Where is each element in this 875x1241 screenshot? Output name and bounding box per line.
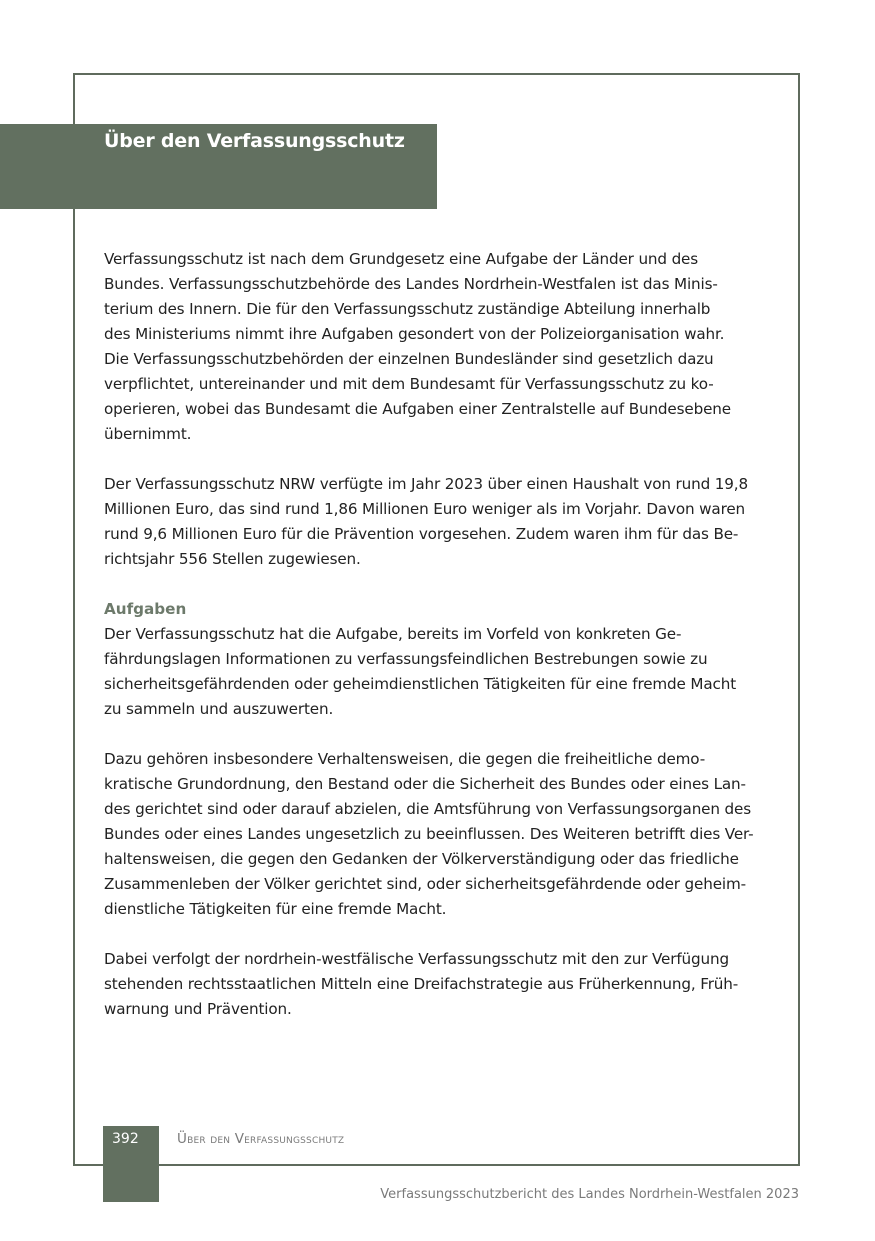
paragraph-aufgaben-1: Der Verfassungsschutz hat die Aufgabe, bereits im Vorfeld von konkreten Ge- fährdungslagen Informationen zu verfassungsfeindlichen Bestrebungen sowie zu sicherheitsgefährdenden oder geheimdienstlichen Tätigkeiten für eine fremde Macht zu sammeln und auszuwerten. [104, 625, 736, 718]
page-title: Über den Verfassungsschutz [104, 130, 405, 152]
running-head: Über den Verfassungsschutz [177, 1131, 345, 1147]
paragraph-intro-1: Verfassungsschutz ist nach dem Grundgesetz eine Aufgabe der Länder und des Bundes. Verfassungsschutzbehörde des Landes Nordrhein-Westfalen ist das Minis- terium des Innern. Die für den Verfassungsschutz zuständige Abteilung innerhalb des Ministeriums nimmt ihre Aufgaben gesondert von der Polizeiorganisation wahr. Die Verfassungsschutzbehörden der einzelnen Bundesländer sind gesetzlich dazu verpflichtet, untereinander und mit dem Bundesamt für Verfassungsschutz zu ko- operieren, wobei das Bundesamt die Aufgaben einer Zentralstelle auf Bundesebene übernimmt. [104, 250, 731, 443]
main-content [104, 247, 776, 1047]
paragraph-budget: Der Verfassungsschutz NRW verfügte im Jahr 2023 über einen Haushalt von rund 19,8 Millionen Euro, das sind rund 1,86 Millionen Euro weniger als im Vorjahr. Davon waren rund 9,6 Millionen Euro für die Prävention vorgesehen. Zudem waren ihm für das Be- richtsjahr 556 Stellen zugewiesen. [104, 475, 748, 568]
paragraph-aufgaben-3: Dabei verfolgt der nordrhein-westfälische Verfassungsschutz mit den zur Verfügung stehenden rechtsstaatlichen Mitteln eine Dreifachstrategie aus Früherkennung, Früh- warnung und Prävention. [104, 950, 739, 1018]
paragraph-aufgaben-2: Dazu gehören insbesondere Verhaltensweisen, die gegen die freiheitliche demo- kratische Grundordnung, den Bestand oder die Sicherheit des Bundes oder eines Lan- des gerichtet sind oder darauf abzielen, die Amtsführung von Verfassungsorganen des Bundes oder eines Landes ungesetzlich zu beeinflussen. Des Weiteren betrifft dies Ver- haltensweisen, die gegen den Gedanken der Völkerverständigung oder das friedliche Zusammenleben der Völker gerichtet sind, oder sicherheitsgefährdende oder geheim- dienstliche Tätigkeiten für eine fremde Macht. [104, 750, 754, 918]
publication-footer: Verfassungsschutzbericht des Landes Nordrhein-Westfalen 2023 [380, 1187, 799, 1202]
section-heading-aufgaben: Aufgaben [104, 600, 187, 618]
page-number: 392 [112, 1131, 139, 1147]
